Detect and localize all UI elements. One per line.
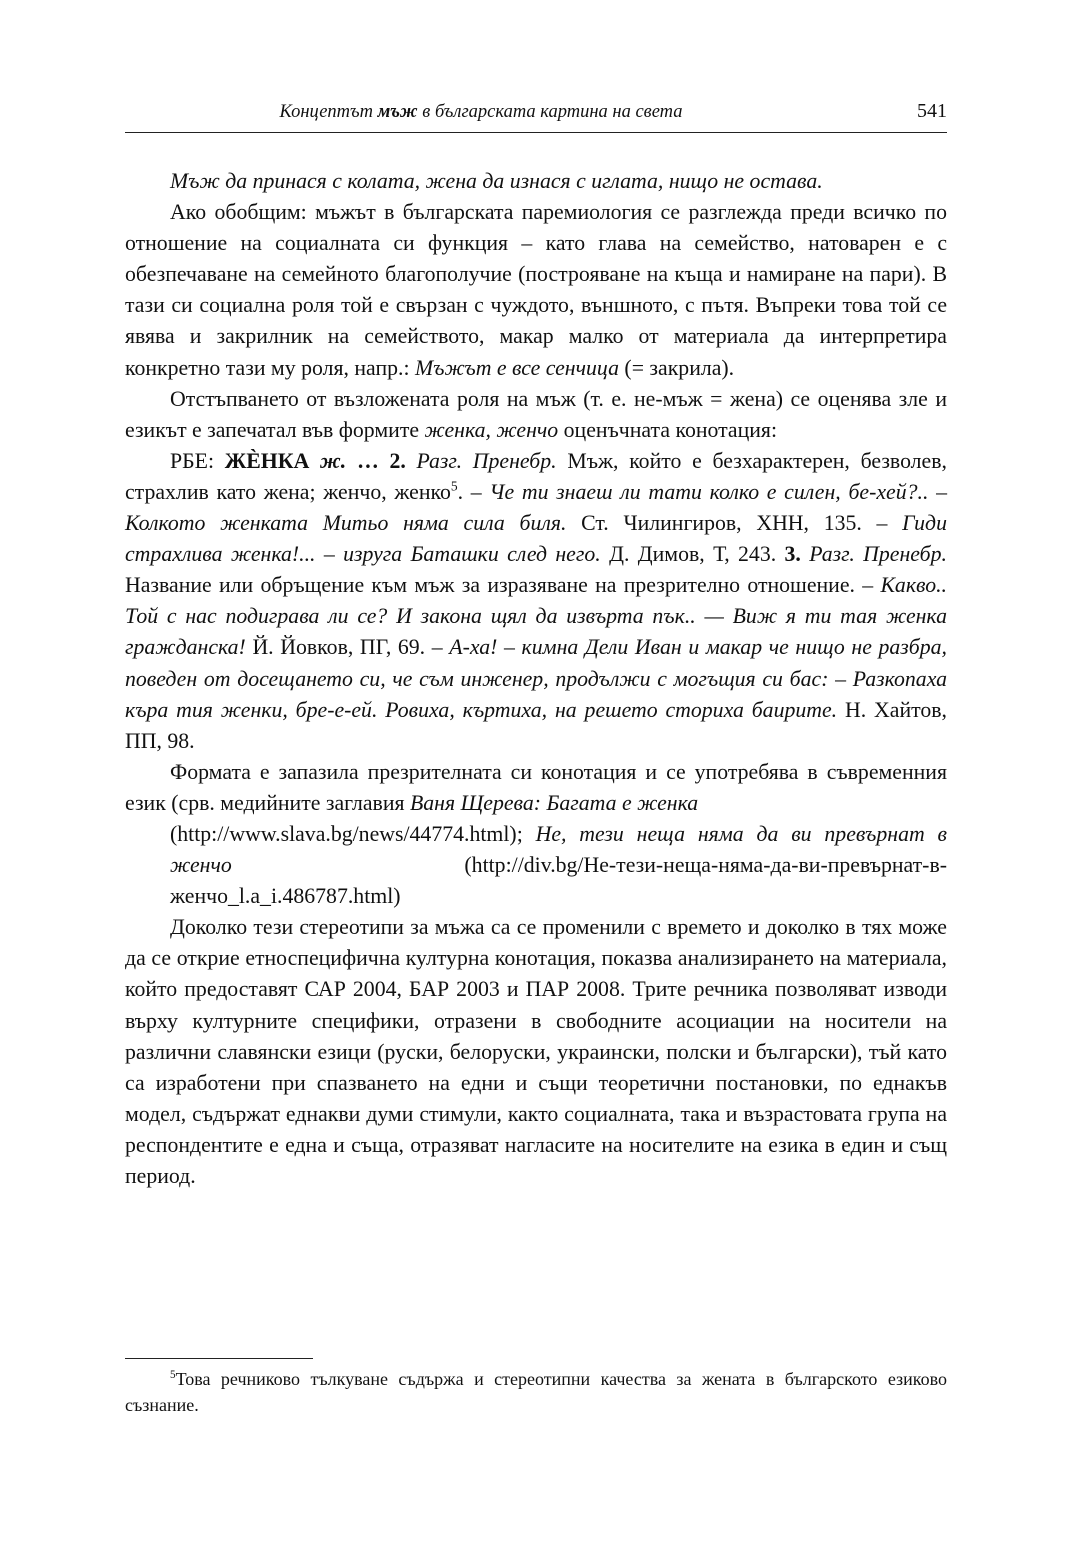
proverb-text: Мъж да принася с колата, жена да изнася с иглата, нищо не остава.	[170, 169, 823, 193]
entry-dash: . –	[457, 479, 490, 504]
entry-source: РБЕ:	[170, 448, 225, 473]
running-title-part1: Концептът	[279, 102, 378, 122]
running-title-part2: в българската картина на света	[417, 102, 683, 122]
media-url-2[interactable]: (http://div.bg/Не-тези-неща-няма-да-ви-превърнат-в-женчо_l.a_i.486787.html)	[170, 853, 947, 909]
summary-example: Мъжът е все сенчица	[414, 355, 619, 380]
media-title-2: Не, тези неща няма да ви превърнат в женчо	[170, 821, 948, 878]
entry-example-1: Че ти знаеш ли тати колко е силен, бе-хей?.. – Колкото женката Митьо няма сила биля.	[125, 479, 948, 536]
running-title-emphasis: мъж	[377, 102, 418, 122]
entry-example-4: А-ха! – кимна Дели Иван и макар че нищо не разбра, поведен от досещането си, че съм инженер, продължи с могъщия си бас: – Разкопаха къра тия женки, бре-е-ей. Ровиха, къртиха, на решето сториха баирите.	[125, 635, 948, 722]
entry-def-2: Мъж, който е безхарактерен, безволев, страхлив като жена; женчо, женко	[125, 448, 947, 504]
entry-sense-3: 3.	[784, 542, 801, 567]
media-url-1[interactable]: (http://www.slava.bg/news/44774.html);	[170, 821, 536, 846]
entry-sense-2: 2.	[389, 448, 406, 473]
dictionary-entry	[125, 446, 947, 757]
entry-label-2: Разг. Пренебр.	[405, 448, 557, 473]
proverb-line	[125, 166, 947, 197]
summary-text: Ако обобщим: мъжът в българската паремиология се разглежда преди всичко по отношение на социалната си функция – като глава на семейство, натоварен е с обезпечаване на семейното благополучие (построяване на къща и намиране на пари). В тази си социална роля той е свързан с чуждото, външното, с пътя. Въпреки това той се явява и закрилник на семейството, макар малко от материала да интерпретира конкретно тази му роля, напр.:	[125, 200, 947, 380]
footnote-text: Това речниково тълкуване съдържа и стереотипни качества за жената в българското езиково съзнание.	[125, 1369, 947, 1415]
entry-gram: ж.	[309, 448, 347, 473]
paragraph-media	[125, 757, 947, 819]
footnote-divider	[125, 1358, 313, 1359]
footnote-ref[interactable]: 5	[450, 478, 458, 494]
running-title	[125, 102, 837, 123]
footnote-body	[125, 1366, 947, 1418]
entry-ref-1: Ст. Чилингиров, ХНН, 135. –	[566, 511, 903, 536]
summary-tail: (= закрила).	[618, 355, 735, 380]
entry-ref-4: Н. Хайтов, ПП, 98.	[125, 697, 947, 753]
paragraph-media-urls	[125, 819, 947, 912]
entry-headword: ЖЀНКА	[224, 448, 310, 473]
entry-def-3: Название или обръщение към мъж за изразяване на презрително отношение. –	[125, 573, 881, 598]
deviation-tail: оценъчната конотация:	[558, 417, 777, 442]
entry-ref-2: Д. Димов, Т, 243.	[600, 542, 785, 567]
media-title-1: Ваня Щерева: Багата е женка	[409, 790, 699, 815]
entry-example-2: Гиди страхлива женка!... – изруга Баташки след него.	[125, 511, 947, 567]
entry-ref-3: Й. Йовков, ПГ, 69. –	[245, 635, 450, 660]
paragraph-conclusion: Доколко тези стереотипи за мъжа са се променили с времето и доколко в тях може да се открие етноспецифична културна конотация, показва анализирането на материала, който предоставят САР 2004, БАР 2003 и ПАР 2008. Трите речника позволяват изводи върху културните специфики, отразени в свободните асоциации на носители на различни славянски езици (руски, белоруски, украински, полски и български), тъй като са изработени при спазването на едни и същи теоретични постановки, по еднакъв модел, съдържат еднакви думи стимули, както социалната, така и възрастовата група на респондентите е една и съща, отразяват нагласите на носителите на езика в един и същ период.	[125, 915, 947, 1188]
paragraph-summary	[125, 197, 947, 384]
footnote	[125, 1366, 947, 1418]
paragraph-deviation	[125, 384, 947, 446]
running-header	[125, 98, 947, 133]
footnote-number: 5	[170, 1369, 176, 1381]
main-text	[125, 166, 947, 1192]
entry-label-3: Разг. Пренебр.	[800, 542, 947, 567]
entry-example-3: Какво.. Той с нас подиграва ли се? И закона щял да извърта пък.. — Виж я ти тая женка гражданска!	[125, 573, 947, 660]
page-number: 541	[917, 100, 947, 122]
deviation-forms: женка, женчо	[424, 417, 559, 442]
deviation-text: Отстъпването от възложената роля на мъж (т. е. не-мъж = жена) се оценява зле и езикът е запечатал във формите	[125, 386, 947, 442]
entry-dots: …	[346, 448, 390, 473]
media-text: Формата е запазила презрителната си конотация и се употребява в съвременния език (срв. медийните заглавия	[125, 759, 947, 815]
